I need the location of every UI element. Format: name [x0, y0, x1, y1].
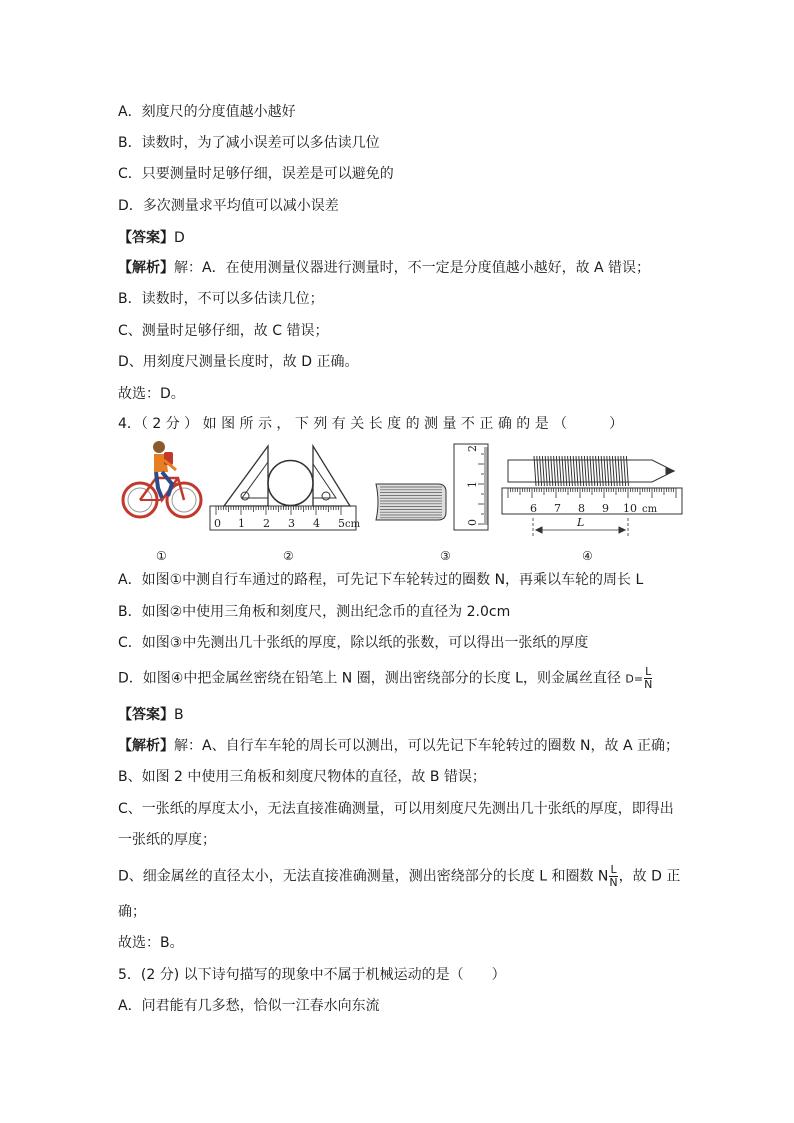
- formula-fraction: [609, 864, 617, 889]
- q4-option-d-text: D．如图④中把金属丝密绕在铅笔上 N 圈，测出密绕部分的长度 L，则金属丝直径: [118, 670, 626, 687]
- q4-answer: [118, 705, 184, 725]
- analysis-tag: 【解析】: [118, 738, 174, 754]
- q4-analysis-line: 确；: [118, 904, 146, 920]
- q4-analysis-line: B、如图 2 中使用三角板和刻度尺物体的直径，故 B 错误；: [118, 769, 486, 785]
- q4-option-c: C．如图③中先测出几十张纸的厚度，除以纸的张数，可以得出一张纸的厚度: [118, 635, 589, 651]
- analysis-text: 解：A．在使用测量仪器进行测量时，不一定是分度值越小越好，故 A 错误；: [174, 260, 651, 276]
- q4-option-b: B．如图②中使用三角板和刻度尺，测出纪念币的直径为 2.0cm: [118, 604, 511, 620]
- q4-analysis-line: C、一张纸的厚度太小，无法直接准确测量，可以用刻度尺先测出几十张纸的厚度，即得出: [118, 801, 674, 817]
- ruler2-label: 0: [214, 517, 221, 530]
- answer-value: B: [174, 707, 184, 723]
- q4-figure-strip: [118, 438, 708, 538]
- formula-fraction: [644, 666, 652, 691]
- ruler3-label: 2: [466, 445, 479, 452]
- answer-tag: 【答案】: [118, 707, 174, 723]
- q3-option-c: C．只要测量时足够仔细，误差是可以避免的: [118, 166, 394, 182]
- ruler2-label: 4: [313, 517, 320, 530]
- answer-tag: 【答案】: [118, 230, 174, 246]
- figure-label-2: ②: [283, 549, 294, 563]
- q3-option-b: B．读数时，为了减小误差可以多估读几位: [118, 135, 380, 151]
- ruler2-label: 2: [263, 517, 270, 530]
- q4-analysis-line: 一张纸的厚度；: [118, 832, 216, 848]
- q3-analysis-line: B．读数时，不可以多估读几位；: [118, 291, 324, 307]
- bicycle-figure: [123, 441, 201, 517]
- q4-analysis-line: [118, 864, 680, 889]
- ruler3-label: 0: [466, 519, 479, 526]
- q5-option-a: A．问君能有几多愁，恰似一江春水向东流: [118, 998, 380, 1014]
- ruler2-label: 5: [338, 517, 345, 530]
- fraction-denominator: N: [644, 678, 653, 691]
- q5-stem: 5．(2 分) 以下诗句描写的现象中不属于机械运动的是（ ）: [118, 967, 506, 983]
- ruler4-label: 8: [578, 502, 585, 515]
- ruler3-label: 1: [466, 481, 479, 488]
- q4-conclusion: 故选：B。: [118, 935, 184, 951]
- analysis-tag: 【解析】: [118, 260, 174, 276]
- figure-label-4: ④: [582, 549, 593, 563]
- q3-analysis-line: [118, 258, 650, 278]
- q3-option-a: A．刻度尺的分度值越小越好: [118, 104, 296, 120]
- ruler4-label: 7: [554, 502, 561, 515]
- q3-answer: [118, 228, 185, 248]
- wound-pencil-figure: [502, 456, 682, 536]
- q4-option-a: A．如图①中测自行车通过的路程，可先记下车轮转过的圈数 N，再乘以车轮的周长 L: [118, 572, 644, 588]
- fraction-numerator: L: [645, 665, 652, 678]
- analysis-text: ，故 D 正: [618, 868, 681, 885]
- q3-analysis-line: D、用刻度尺测量长度时，故 D 正确。: [118, 354, 359, 370]
- answer-value: D: [174, 230, 185, 246]
- q3-conclusion: 故选：D。: [118, 386, 185, 402]
- ruler2-unit: cm: [345, 519, 361, 530]
- q4-analysis-line: [118, 736, 679, 756]
- formula-lhs: D=: [625, 672, 644, 686]
- analysis-text: D、细金属丝的直径太小，无法直接准确测量，测出密绕部分的长度 L 和圈数 N: [118, 868, 609, 885]
- fraction-denominator: N: [609, 876, 618, 889]
- fraction-numerator: L: [610, 863, 617, 876]
- q3-analysis-line: C、测量时足够仔细，故 C 错误；: [118, 323, 329, 339]
- q4-option-d: [118, 666, 653, 691]
- ruler2-label: 1: [238, 517, 245, 530]
- ruler4-label: 10: [623, 502, 637, 515]
- coin-ruler-figure: [210, 446, 356, 530]
- analysis-text: 解：A、自行车车轮的周长可以测出，可以先记下车轮转过的圈数 N，故 A 正确；: [174, 738, 679, 754]
- ruler2-label: 3: [288, 517, 295, 530]
- figure-label-1: ①: [156, 549, 167, 563]
- ruler4-label: 6: [530, 502, 537, 515]
- ruler4-label: 9: [602, 502, 609, 515]
- q4-stem: 4．（ 2 分 ） 如 图 所 示 ， 下 列 有 关 长 度 的 测 量 不 正 确 的 是 （ ）: [118, 416, 624, 432]
- ruler4-length-label: L: [577, 516, 585, 529]
- ruler4-unit: cm: [642, 504, 658, 515]
- figure-label-3: ③: [440, 549, 451, 563]
- q3-option-d: D．多次测量求平均值可以减小误差: [118, 198, 339, 214]
